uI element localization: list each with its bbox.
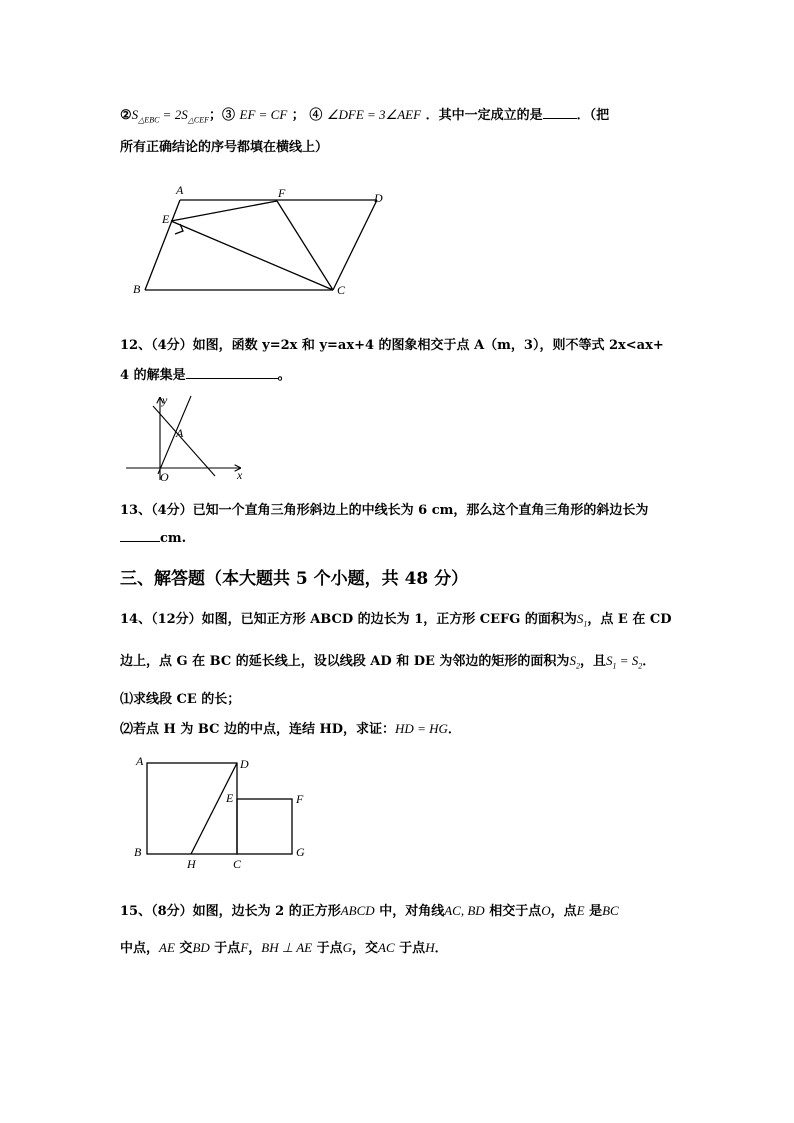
q14-square-cefg	[237, 799, 292, 854]
q15-line2	[120, 937, 448, 956]
q12-period: 。	[277, 368, 291, 383]
q11-s-cef-sub: △CEF	[187, 115, 209, 125]
q14-eq-s1-sub: 1	[612, 661, 617, 671]
q14-eq-s2: S	[631, 653, 639, 668]
q11-seg-ec	[171, 221, 333, 290]
q11-label-f: F	[278, 186, 286, 200]
q15-o: O	[541, 903, 551, 918]
q14-s2: S	[569, 653, 576, 668]
q14-label-f: F	[296, 792, 304, 806]
q11-line1	[120, 104, 609, 125]
q15-acbd: AC, BD	[444, 903, 485, 918]
q11-sep2: ； ④	[287, 108, 327, 123]
q11-seg-dc	[333, 200, 377, 290]
q15-ac: AC	[378, 940, 395, 955]
q12-label-o: O	[160, 470, 169, 484]
q11-label-a: A	[176, 183, 184, 197]
q15-text-1a: 15、（8分）如图，边长为 2 的正方形	[120, 904, 341, 919]
q15-text-2g: 于点	[394, 941, 426, 956]
q14-part2	[120, 718, 461, 737]
q15-abcd: ABCD	[340, 903, 375, 918]
q11-line2: 所有正确结论的序号都填在横线上）	[120, 140, 329, 155]
q13-line2	[120, 531, 186, 546]
q15-bc: BC	[602, 903, 619, 918]
q11-label-d: D	[374, 191, 383, 205]
q12-text: 4 的解集是	[120, 368, 186, 383]
q14-label-h: H	[187, 857, 196, 871]
q11-s-ebc: S	[131, 107, 139, 122]
q14-line2	[120, 650, 655, 671]
q15-text-2e: 于点	[312, 941, 343, 956]
q14-label-b: B	[134, 845, 142, 859]
q15-bh-perp-ae: BH ⊥ AE	[261, 940, 313, 955]
q12-line-y-2x	[158, 396, 191, 474]
q14-squares-figure	[128, 752, 318, 872]
q14-label-a: A	[136, 754, 144, 768]
q15-g: G	[342, 940, 353, 955]
q14-part1: ⑴求线段 CE 的长；	[120, 692, 241, 707]
q14-label-e: E	[226, 791, 234, 805]
q15-ae: AE	[159, 940, 175, 955]
q11-ef: EF = CF	[239, 107, 288, 122]
q11-label-c: C	[337, 283, 346, 297]
q15-line1	[120, 900, 619, 919]
q11-label-b: B	[133, 282, 141, 296]
q15-text-1d: ，点	[550, 904, 577, 919]
q12-line1: 12、（4分）如图，函数 y=2x 和 y=ax+4 的图象相交于点 A（m，3），则不等式 2x<ax+	[120, 338, 664, 353]
q14-eq-s2-sub: 2	[638, 661, 643, 671]
q14-s1-sub: 1	[583, 619, 588, 629]
q11-seg-ef	[171, 201, 277, 221]
q14-part2-eq: HD = HG	[395, 721, 448, 736]
q15-text-2a: 中点，	[120, 941, 160, 956]
q12-line-y-ax-4	[153, 406, 215, 476]
q15-h: H	[425, 940, 435, 955]
q11-s-ebc-sub: △EBC	[138, 115, 160, 125]
q13-answer-blank[interactable]	[120, 541, 160, 542]
q11-seg-fc	[277, 201, 333, 290]
q11-label-e: E	[162, 212, 170, 226]
q14-label-g: G	[296, 845, 305, 859]
q11-sep1: ；③	[208, 108, 240, 123]
q15-text-1b: 中，对角线	[374, 904, 445, 919]
q15-e: E	[576, 903, 585, 918]
q12-label-a: A	[176, 426, 184, 440]
q14-text-2c: ．	[642, 654, 656, 669]
q12-label-y: y	[162, 393, 168, 407]
q11-angle: ∠DFE = 3∠AEF	[326, 107, 422, 122]
q14-line1	[120, 608, 672, 629]
q13-unit: cm.	[160, 531, 187, 546]
q14-text-1b: ，点 E 在 CD	[587, 612, 672, 627]
q14-eq-sign: =	[616, 653, 632, 668]
q11-circled-2: ②	[120, 108, 132, 123]
q14-label-d: D	[240, 757, 249, 771]
q14-eq-s1: S	[605, 653, 613, 668]
q15-bd: BD	[192, 940, 210, 955]
q15-text-2f: ，交	[352, 941, 379, 956]
q15-text-1e: 是	[584, 904, 603, 919]
q12-label-x: x	[237, 468, 243, 482]
q14-part2-text: ⑵若点 H 为 BC 边的中点，连结 HD，求证：	[120, 722, 396, 737]
q11-s-cef: S	[181, 107, 188, 122]
q14-square-abcd	[147, 763, 237, 854]
q11-eq: = 2	[159, 107, 182, 122]
q15-text-2h: ．	[434, 941, 448, 956]
q14-text-1a: 14、（12分）如图，已知正方形 ABCD 的边长为 1，正方形 CEFG 的面积为	[120, 612, 577, 627]
q11-answer-blank[interactable]	[543, 118, 577, 119]
q15-text-2d: ，	[248, 941, 262, 956]
q14-s2-sub: 2	[575, 661, 580, 671]
q15-f: F	[240, 940, 249, 955]
q11-parallelogram-figure	[128, 180, 398, 300]
q14-label-c: C	[233, 857, 242, 871]
q14-part2-period: ．	[447, 722, 461, 737]
q14-seg-hd	[191, 763, 237, 854]
q12-answer-blank[interactable]	[186, 378, 278, 379]
q12-graph-figure	[120, 390, 250, 485]
q14-s1: S	[576, 611, 584, 626]
q12-line2	[120, 364, 291, 383]
q11-tail2: ．（把	[576, 108, 610, 123]
q15-text-2b: 交	[174, 941, 193, 956]
section-3-heading: 三、解答题（本大题共 5 个小题，共 48 分）	[120, 569, 469, 589]
q14-text-2a: 边上，点 G 在 BC 的延长线上，设以线段 AD 和 DE 为邻边的矩形的面积为	[120, 654, 570, 669]
q13-line1: 13、（4分）已知一个直角三角形斜边上的中线长为 6 cm，那么这个直角三角形的斜边长为	[120, 503, 649, 518]
q14-text-2b: ，且	[579, 654, 606, 669]
q15-text-2c: 于点	[209, 941, 241, 956]
q11-tail: ．其中一定成立的是	[421, 108, 543, 123]
q15-text-1c: 相交于点	[484, 904, 542, 919]
